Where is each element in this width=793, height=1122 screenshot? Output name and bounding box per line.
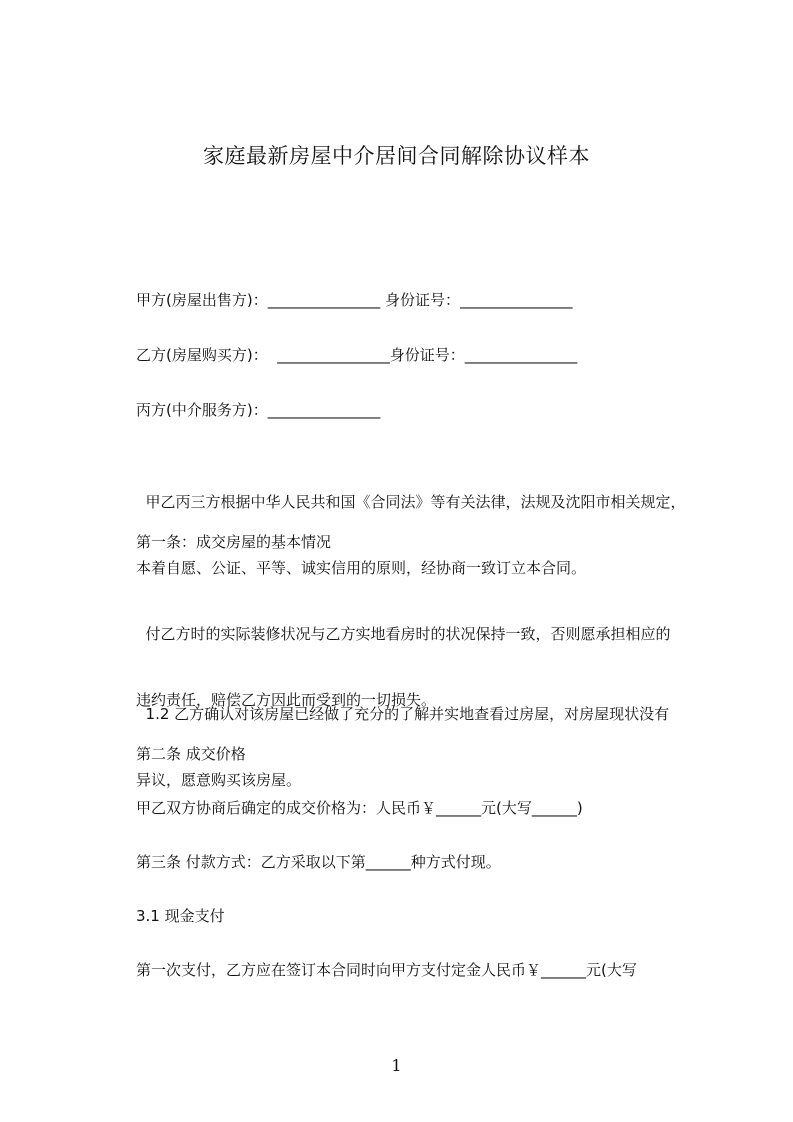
article-1-heading: 第一条：成交房屋的基本情况: [136, 533, 332, 551]
section-3-1-heading: 3.1 现金支付: [136, 907, 225, 925]
article-1-p1-line-2: 违约责任，赔偿乙方因此而受到的一切损失。: [136, 691, 437, 709]
page-number: 1: [391, 1056, 402, 1075]
article-2-price-line: 甲乙双方协商后确定的成交价格为：人民币￥______元(大写______): [136, 799, 583, 817]
article-1-p1-line-1: 付乙方时的实际装修状况与乙方实地看房时的状况保持一致，否则愿承担相应的: [136, 625, 671, 643]
article-1-p2-line-2: 异议，愿意购买该房屋。: [136, 771, 302, 789]
first-payment-line: 第一次支付，乙方应在签订本合同时向甲方支付定金人民币￥______元(大写: [136, 961, 637, 979]
article-2-heading: 第二条 成交价格: [136, 745, 246, 763]
document-title: 家庭最新房屋中介居间合同解除协议样本: [203, 144, 590, 168]
article-1-p2-line-1: 1.2 乙方确认对该房屋已经做了充分的了解并实地查看过房屋，对房屋现状没有: [136, 705, 670, 723]
party-c-line: 丙方(中介服务方)：_______________: [136, 401, 381, 419]
intro-line-1: 甲乙丙三方根据中华人民共和国《合同法》等有关法律，法规及沈阳市相关规定，: [136, 493, 686, 511]
party-a-line: 甲方(房屋出售方)：_______________ 身份证号：_______________: [136, 291, 573, 309]
intro-line-2: 本着自愿、公证、平等、诚实信用的原则，经协商一致订立本合同。: [136, 559, 587, 577]
article-3-heading: 第三条 付款方式：乙方采取以下第______种方式付现。: [136, 853, 501, 871]
party-b-line: 乙方(房屋购买方)： _______________身份证号：_______________: [136, 346, 578, 364]
